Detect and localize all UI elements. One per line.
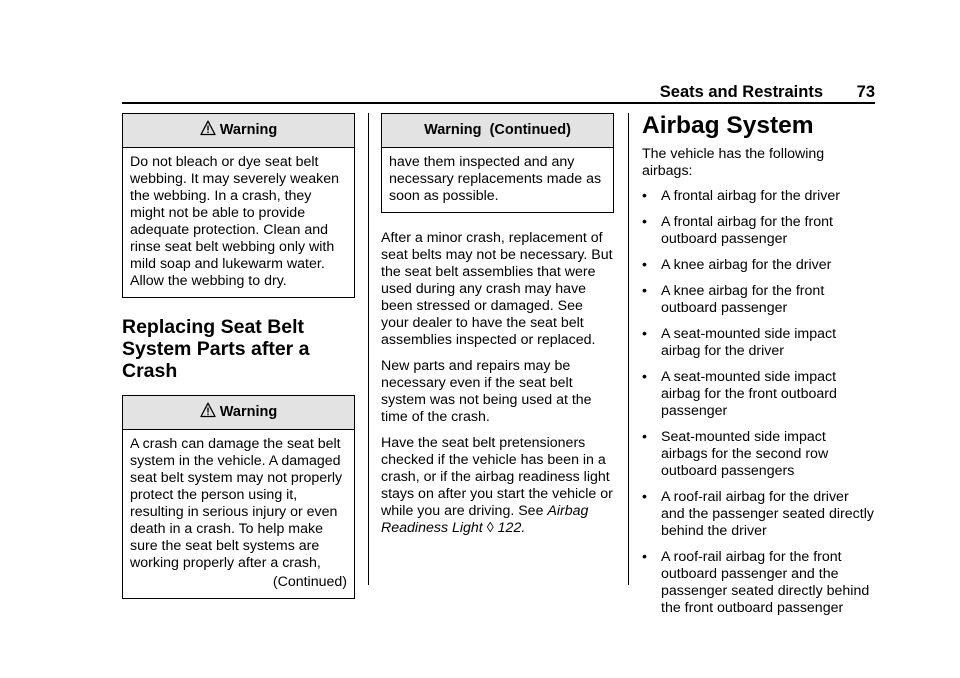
intro-text: The vehicle has the following airbags: [642,146,825,179]
warning-text: Do not bleach or dye seat belt webbing. It may severely weaken the webbing. In a crash, they might not be able to provide adequate protection. Clean and rinse seat belt webbing only with mild soap and lukewarm water. Allow the webbing to dry. [130,154,339,289]
list-item-text: A roof-rail airbag for the driver and the passenger seated directly behind the driver [661,489,874,539]
warning-header [123,114,354,148]
section-heading: Replacing Seat Belt System Parts after a Crash [122,316,310,382]
list-item-text: A roof-rail airbag for the front outboard passenger and the passenger seated directly behind the front outboard passenger [661,549,870,616]
page-ref-symbol: ◊ [486,520,494,536]
page-number: 73 [856,83,875,101]
paragraph [381,435,614,537]
warning-body: A crash can damage the seat belt system in the vehicle. A damaged seat belt system may not properly protect the person using it, resulting in serious injury or even death in a crash. To help make sure the seat belt systems are working properly after a crash, [130,436,343,571]
column-left [122,113,355,599]
list-item [642,429,875,480]
bullet-marker: • [642,283,647,299]
airbag-list [642,188,875,617]
cross-reference-link[interactable]: Airbag Readiness Light [381,503,589,536]
list-item-text: Seat-mounted side impact airbags for the second row outboard passengers [661,429,829,479]
warning-box [122,395,355,599]
bullet-marker: • [642,369,647,385]
warning-title: Warning [219,122,278,138]
paragraph: New parts and repairs may be necessary even if the seat belt system was not being used at the time of the crash. [381,358,592,425]
paragraph: After a minor crash, replacement of seat belts may not be necessary. But the seat belt assemblies that were used during any crash may have been stressed or damaged. See your dealer to have the seat belt assemblies inspected or replaced. [381,230,613,348]
list-item-text: A frontal airbag for the front outboard passenger [661,214,833,247]
cross-reference-page[interactable]: 122. [497,520,526,536]
list-item-text: A frontal airbag for the driver [661,188,841,204]
warning-text [123,430,354,598]
bullet-marker: • [642,326,647,342]
warning-box [122,113,355,298]
list-item [642,369,875,420]
column-right [642,113,875,617]
bullet-marker: • [642,188,647,204]
continued-label: (Continued) [272,574,347,590]
warning-text: have them inspected and any necessary replacements made as soon as possible. [389,154,602,204]
list-item-text: A seat-mounted side impact airbag for the driver [661,326,837,359]
list-item-text: A seat-mounted side impact airbag for the front outboard passenger [661,369,837,419]
bullet-marker: • [642,214,647,230]
list-item [642,283,875,317]
warning-title: Warning [219,404,278,420]
list-item-text: A knee airbag for the front outboard passenger [661,283,825,316]
section-heading: Airbag System [642,112,814,139]
warning-icon [200,402,216,418]
warning-header [123,396,354,430]
column-divider [628,113,629,585]
bullet-marker: • [642,257,647,273]
column-divider [368,113,369,585]
list-item [642,214,875,248]
list-item [642,549,875,617]
list-item [642,257,875,274]
section-title: Seats and Restraints [659,83,823,101]
list-item [642,489,875,540]
list-item [642,188,875,205]
page-header [122,80,875,104]
column-middle [381,113,614,537]
bullet-marker: • [642,489,647,505]
paragraph-text: Have the seat belt pretensioners checked if the vehicle has been in a crash, or if the airbag readiness light stays on after you start the vehicle or while you are driving. See [381,435,613,519]
warning-box-continued [381,113,614,213]
list-item-text: A knee airbag for the driver [661,257,832,273]
warning-icon [200,120,216,136]
list-item [642,326,875,360]
bullet-marker: • [642,429,647,445]
warning-header: Warning (Continued) [382,114,613,148]
bullet-marker: • [642,549,647,565]
